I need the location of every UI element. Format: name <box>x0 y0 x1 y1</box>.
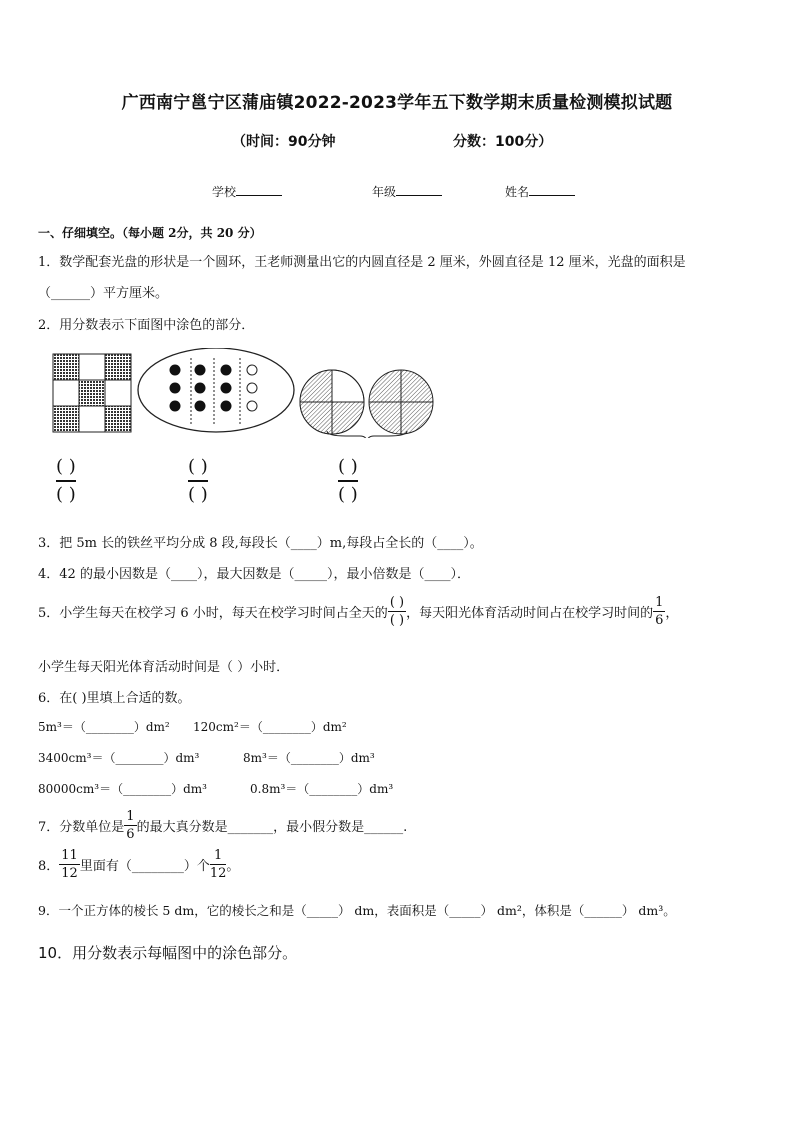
name-label: 姓名 <box>505 185 530 199</box>
exam-score: 分数：100分） <box>453 134 553 150</box>
blank-numerator[interactable]: ( ) <box>56 458 76 482</box>
q6-row1a: 5m³＝（________）dm² <box>38 720 170 734</box>
q6-row3b: 0.8m³＝（________）dm³ <box>250 782 394 796</box>
name-field <box>505 183 575 200</box>
blank-denominator[interactable]: ( ) <box>389 613 405 628</box>
question-9: 9．一个正方体的棱长 5 dm，它的棱长之和是（_____） dm，表面积是（_____） dm²，体积是（______） dm³。 <box>38 903 676 918</box>
denominator: 12 <box>61 866 78 881</box>
grade-field <box>372 183 442 200</box>
denominator: 6 <box>126 827 135 842</box>
blank-denominator[interactable]: ( ) <box>56 484 76 505</box>
blank-denominator[interactable]: ( ) <box>338 484 358 505</box>
numerator: 1 <box>126 809 135 824</box>
section-heading: 一、仔细填空。（每小题 2分，共 20 分） <box>38 226 262 240</box>
school-blank[interactable] <box>236 183 282 196</box>
grade-label: 年级 <box>372 185 397 199</box>
checker-grid-figure <box>53 354 131 432</box>
question-1-line1: 1．数学配套光盘的形状是一个圆环，王老师测量出它的内圆直径是 2 厘米，外圆直径是 12 厘米，光盘的面积是 <box>38 255 686 270</box>
question-8 <box>38 849 239 880</box>
q6-row2b: 8m³＝（________）dm³ <box>243 751 375 765</box>
question-7 <box>38 810 407 841</box>
q6-row2a: 3400cm³＝（________）dm³ <box>38 751 200 765</box>
q8-part3: 。 <box>226 859 240 874</box>
answer-fraction-2[interactable] <box>188 458 208 504</box>
grade-blank[interactable] <box>396 183 442 196</box>
q8-fraction-2 <box>210 849 227 880</box>
page-title: 广西南宁邕宁区蒲庙镇2022-2023学年五下数学期末质量检测模拟试题 <box>121 93 673 113</box>
question-10: 10．用分数表示每幅图中的涂色部分。 <box>38 944 298 962</box>
blank-numerator[interactable]: ( ) <box>338 458 358 482</box>
numerator: 11 <box>61 848 78 863</box>
dots-ellipse-figure <box>138 348 294 432</box>
blank-numerator[interactable]: ( ) <box>188 458 208 482</box>
question-5-line2: 小学生每天阳光体育活动时间是（ ）小时． <box>38 660 290 675</box>
q5-blank-fraction[interactable] <box>388 596 406 627</box>
question-2-figures <box>48 348 448 438</box>
q7-fraction <box>124 810 136 841</box>
q8-part1: 8． <box>38 859 60 874</box>
circles-figure <box>300 370 433 434</box>
denominator: 6 <box>655 613 664 628</box>
denominator: 12 <box>209 866 227 881</box>
q5-part1: 5．小学生每天在校学习 6 小时，每天在校学习时间占全天的 <box>38 606 388 621</box>
q8-part2: 里面有（________）个 <box>79 859 210 874</box>
q5-part2: ，每天阳光体育活动时间占在校学习时间的 <box>406 606 654 621</box>
name-blank[interactable] <box>529 183 575 196</box>
question-3: 3．把 5m 长的铁丝平均分成 8 段,每段长（____）m,每段占全长的（____）。 <box>38 536 483 551</box>
question-4: 4．42 的最小因数是（____），最大因数是（_____），最小倍数是（____）． <box>38 567 470 582</box>
answer-fraction-1[interactable] <box>56 458 76 504</box>
question-1-line2: （______）平方厘米。 <box>38 286 169 301</box>
q5-fraction <box>653 596 665 627</box>
q8-fraction-1 <box>59 849 80 880</box>
blank-numerator[interactable]: ( ) <box>389 595 405 610</box>
q7-part2: 的最大真分数是_______，最小假分数是______. <box>136 820 408 835</box>
question-6: 6．在( )里填上合适的数。 <box>38 691 191 706</box>
question-2: 2．用分数表示下面图中涂色的部分． <box>38 318 255 333</box>
question-5-line1 <box>38 596 678 627</box>
numerator: 1 <box>655 595 664 610</box>
school-field <box>212 183 282 200</box>
answer-fraction-3[interactable] <box>338 458 358 504</box>
q5-part3: ， <box>665 606 679 621</box>
exam-time: （时间：90分钟 <box>232 134 336 150</box>
blank-denominator[interactable]: ( ) <box>188 484 208 505</box>
q6-row3a: 80000cm³＝（________）dm³ <box>38 782 207 796</box>
q7-part1: 7．分数单位是 <box>38 820 125 835</box>
school-label: 学校 <box>212 185 237 199</box>
numerator: 1 <box>210 849 227 865</box>
q6-row1b: 120cm²＝（________）dm² <box>193 720 347 734</box>
